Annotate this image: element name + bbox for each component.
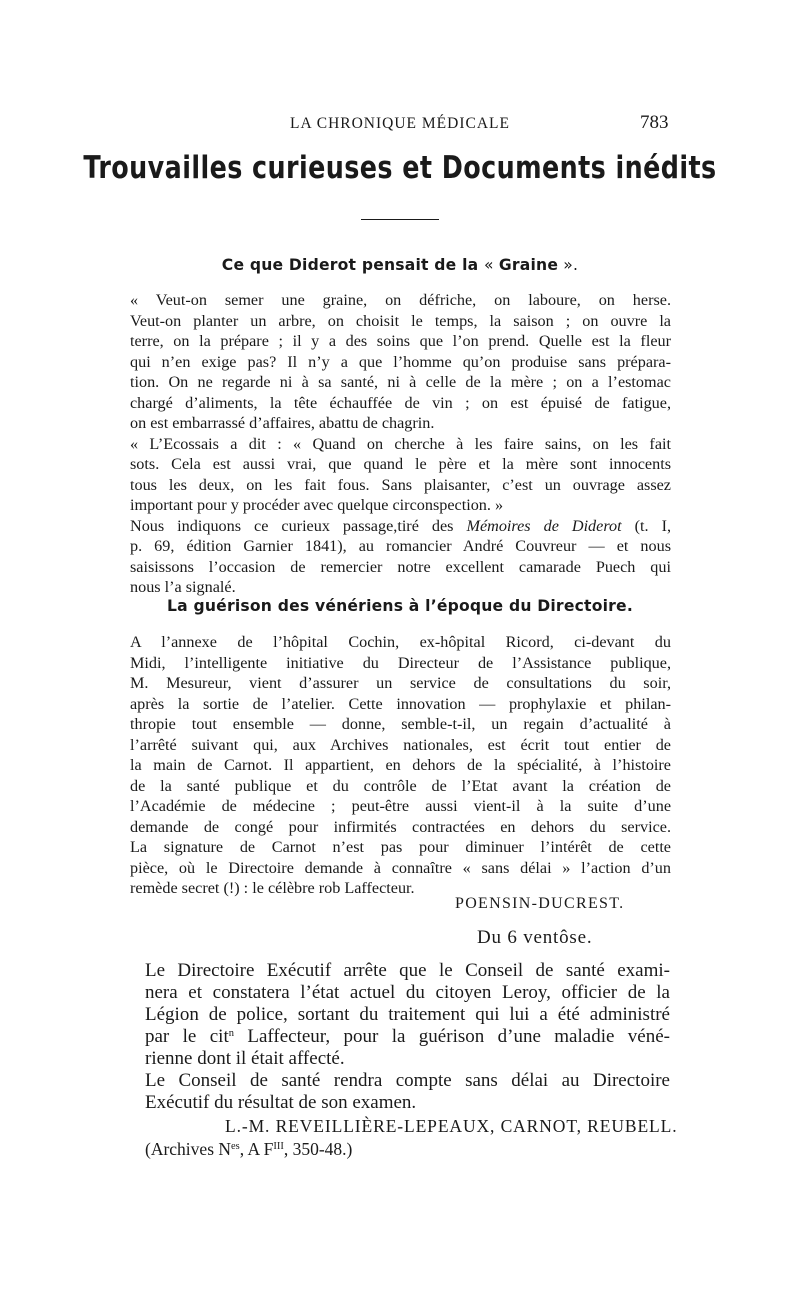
superscript: es (231, 1141, 240, 1152)
text-line: pièce, où le Directoire demande à connaître « sans délai » l’action d’un (130, 858, 671, 877)
decree-line: Le Directoire Exécutif arrête que le Conseil de santé exami- (145, 960, 670, 981)
text-line: remède secret (!) : le célèbre rob Laffecteur. (130, 879, 415, 897)
text-line: p. 69, édition Garnier 1841), au romancier André Couvreur — et nous (130, 537, 671, 555)
text-fragment: (Archives N (145, 1139, 232, 1159)
text-line: on est embarrassé d’affaires, abattu de chagrin. (130, 414, 435, 432)
heading-text: Ce que Diderot pensait de la (221, 256, 484, 274)
running-title: LA CHRONIQUE MÉDICALE (290, 115, 510, 132)
text-line: sots. Cela est aussi vrai, que quand le père et la mère sont innocents (130, 455, 671, 473)
section-heading-diderot (0, 256, 800, 274)
text-fragment: Nous indiquons ce curieux passage,tiré des (130, 516, 467, 535)
title-divider (361, 219, 439, 220)
decree-line (145, 1026, 670, 1048)
text-line: nous l’a signalé. (130, 578, 236, 596)
text-line: l’arrêté suivant qui, aux Archives nationales, est écrit tout entier de (130, 735, 671, 754)
decree-signatories: L.-M. REVEILLIÈRE-LEPEAUX, CARNOT, REUBELL. (225, 1116, 678, 1136)
decree-line: Le Conseil de santé rendra compte sans délai au Directoire (145, 1070, 670, 1091)
text-line: chargé d’aliments, la tête échauffée de vin ; on est épuisé de fatigue, (130, 393, 671, 412)
heading-keyword: Graine (498, 256, 559, 274)
text-line: « Veut-on semer une graine, on défriche, on laboure, on herse. (130, 291, 671, 309)
decree-line: rienne dont il était affecté. (145, 1048, 345, 1069)
superscript: n (228, 1028, 234, 1039)
author-signature: POENSIN-DUCREST. (455, 895, 625, 912)
decree-line: Exécutif du résultat de son examen. (145, 1092, 417, 1113)
text-line: « L’Ecossais a dit : « Quand on cherche à les faire sains, on les fait (130, 434, 671, 453)
text-line: demande de congé pour infirmités contractées en dehors du service. (130, 817, 671, 836)
text-line: l’Académie de médecine ; peut-être aussi vient-il à la suite d’une (130, 797, 671, 815)
archives-reference (145, 1139, 352, 1160)
text-line: après la sortie de l’atelier. Cette innovation — prophylaxie et philan- (130, 694, 671, 713)
text-line: A l’annexe de l’hôpital Cochin, ex-hôpital Ricord, ci-devant du (130, 633, 671, 651)
decree-text (145, 960, 670, 1114)
text-line: terre, on la prépare ; il y a des soins que l’on prend. Quelle est la fleur (130, 332, 671, 350)
text-fragment: (t. I, (621, 516, 672, 535)
text-line: M. Mesureur, vient d’assurer un service de consultations du soir, (130, 674, 671, 692)
text-line-with-reference (130, 516, 671, 537)
text-line: thropie tout ensemble — donne, semble-t-il, un regain d’actualité à (130, 715, 671, 733)
text-line: de la santé publique et du contrôle de l’Etat avant la création de (130, 776, 671, 795)
text-fragment: Laffecteur, pour la guérison d’une maladie véné- (233, 1026, 670, 1047)
text-line: La signature de Carnot n’est pas pour diminuer l’intérêt de cette (130, 838, 671, 856)
decree-date: Du 6 ventôse. (477, 927, 593, 948)
text-line: qui n’en exige pas? Il n’y a que l’homme qu’on produise sans prépara- (130, 352, 671, 371)
section-body-directoire (130, 632, 671, 899)
page-number: 783 (640, 112, 669, 133)
text-line: Veut-on planter un arbre, on choisit le temps, la saison ; on ouvre la (130, 311, 671, 330)
book-title: Mémoires de Diderot (466, 516, 622, 535)
text-fragment: , 350-48.) (283, 1139, 353, 1159)
page-title: Trouvailles curieuses et Documents inédits (83, 150, 717, 186)
decree-line: nera et constatera l’état actuel du citoyen Leroy, officier de la (145, 982, 670, 1003)
text-fragment: par le cit (145, 1026, 229, 1047)
text-line: tion. On ne regarde ni à sa santé, ni à celle de la mère ; on a l’estomac (130, 373, 671, 391)
section-heading-directoire: La guérison des vénériens à l’époque du Directoire. (167, 597, 633, 615)
section-body-diderot (130, 290, 671, 598)
heading-close-quote: ». (558, 256, 579, 274)
text-line: saisissons l’occasion de remercier notre excellent camarade Puech qui (130, 557, 671, 576)
text-line: Midi, l’intelligente initiative du Directeur de l’Assistance publique, (130, 653, 671, 672)
text-line: la main de Carnot. Il appartient, en dehors de la spécialité, à l’histoire (130, 756, 671, 774)
decree-line: Légion de police, sortant du traitement qui lui a été administré (145, 1004, 670, 1025)
text-line: tous les deux, on les fait fous. Sans plaisanter, c’est un ouvrage assez (130, 475, 671, 494)
text-fragment: , A F (239, 1139, 274, 1159)
heading-open-quote: « (483, 256, 499, 274)
running-header (0, 112, 800, 139)
text-line: important pour y procéder avec quelque circonspection. » (130, 496, 504, 514)
superscript: III (273, 1141, 284, 1152)
